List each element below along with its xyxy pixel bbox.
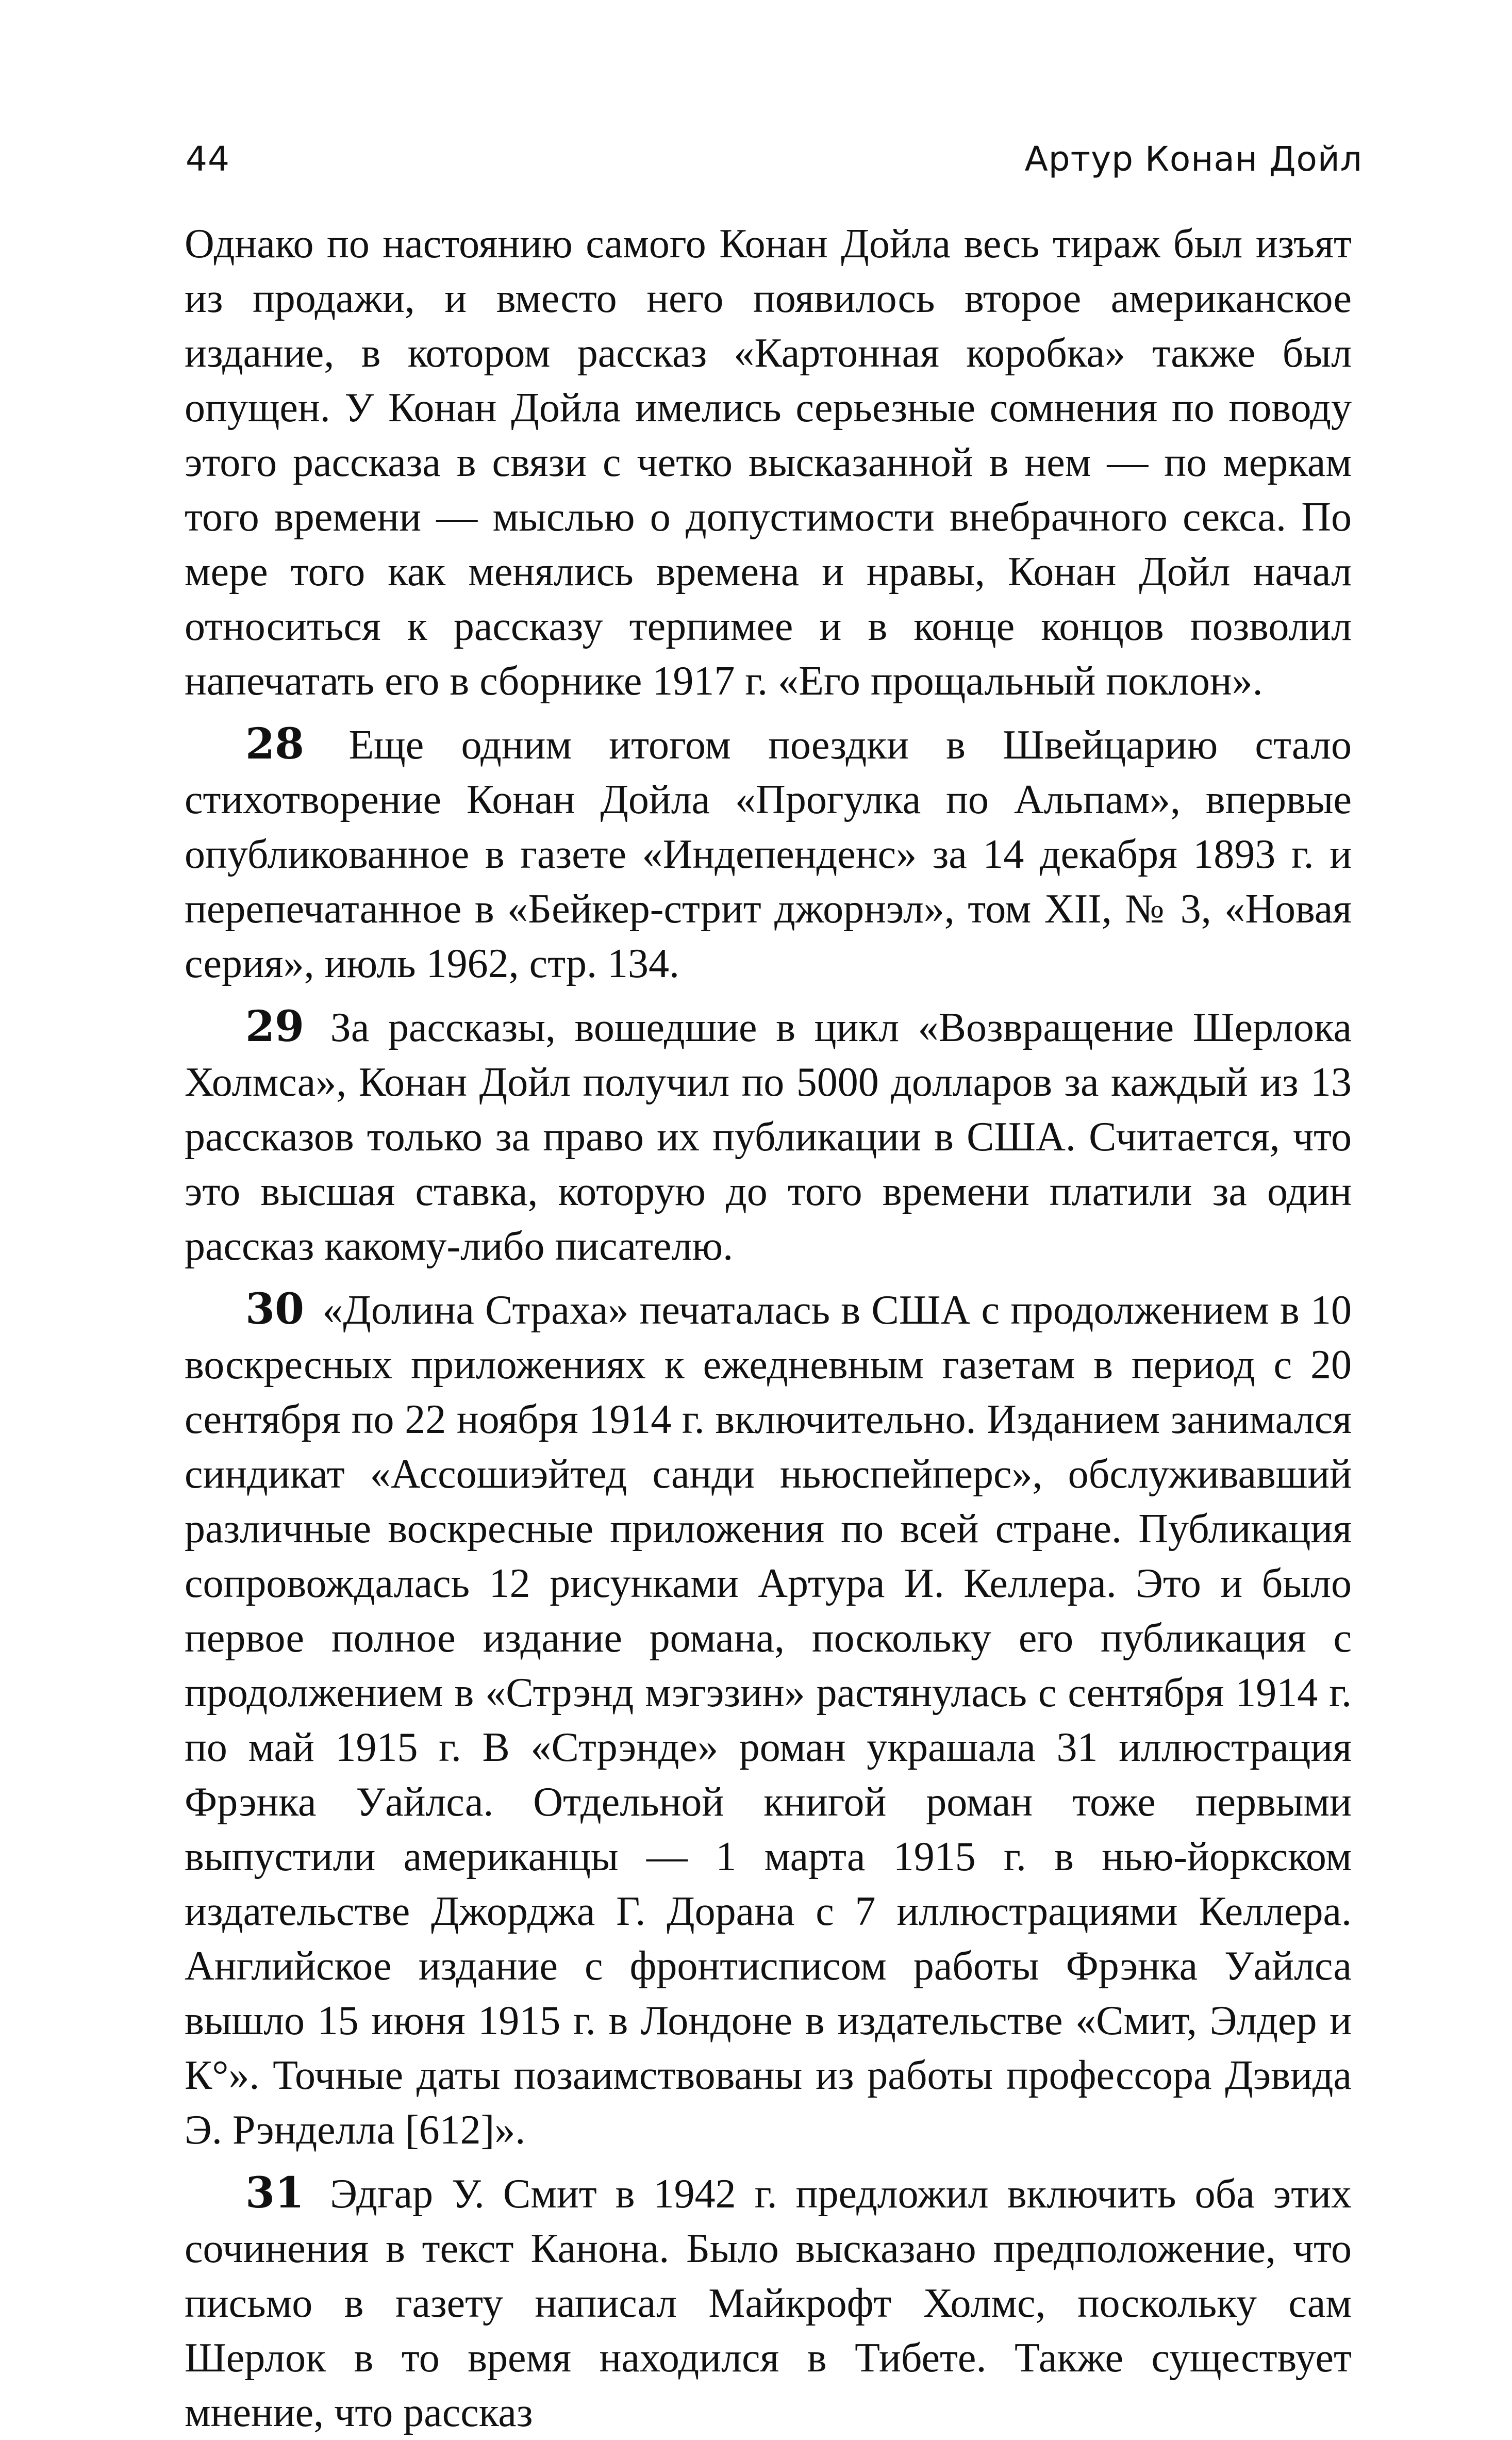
note-text: «Долина Страха» печаталась в США с продолжением в 10 воскресных приложениях к ежедневным газетам в период с 20 сентября по 22 ноября 1914 г. включительно. Изданием занимался синдикат «Ассошиэйтед санди ньюспейперс», обслуживавший различные воскресные приложения по всей стране. Публикация сопровождалась 12 рисунками Артура И. Келлера. Это и было первое полное издание романа, поскольку его публикация с продолжением в «Стрэнд мэгэзин» растянулась с сентября 1914 г. по май 1915 г. В «Стрэнде» роман украшала 31 иллюстрация Фрэнка Уайлса. Отдельной книгой роман тоже первыми выпустили американцы — 1 марта 1915 г. в нью-йоркском издательстве Джорджа Г. Дорана с 7 иллюстрациями Келлера. Английское издание с фронтисписом работы Фрэнка Уайлса вышло 15 июня 1915 г. в Лондоне в издательстве «Смит, Элдер и К°». Точные даты позаимствованы из работы профессора Дэвида Э. Рэнделла [612]». (185, 1288, 1352, 2153)
note-number: 29 (245, 1002, 305, 1051)
note-number: 31 (245, 2168, 305, 2218)
note-28 (185, 717, 1352, 991)
page-number: 44 (186, 139, 230, 179)
page-body (185, 217, 1352, 2440)
note-text: Эдгар У. Смит в 1942 г. предложил включить оба этих сочинения в текст Канона. Было высказано предположение, что письмо в газету написал Майкрофт Холмс, поскольку сам Шерлок в то время находился в Тибете. Также существует мнение, что рассказ (185, 2171, 1352, 2435)
note-number: 30 (245, 1284, 305, 1334)
note-30 (185, 1282, 1352, 2157)
note-text: Еще одним итогом поездки в Швейцарию стало стихотворение Конан Дойла «Прогулка по Альпам», впервые опубликованное в газете «Индепенденс» за 14 декабря 1893 г. и перепечатанное в «Бейкер-стрит джорнэл», том XII, № 3, «Новая серия», июль 1962, стр. 134. (185, 722, 1352, 986)
running-title: Артур Конан Дойл (1024, 139, 1363, 179)
note-number: 28 (245, 719, 305, 769)
note-29 (185, 999, 1352, 1274)
page-header (186, 139, 1363, 191)
note-31 (185, 2166, 1352, 2440)
continuation-paragraph: Однако по настоянию самого Конан Дойла весь тираж был изъят из продажи, и вместо него появилось второе американское издание, в котором рассказ «Картонная коробка» также был опущен. У Конан Дойла имелись серьезные сомнения по поводу этого рассказа в связи с четко высказанной в нем — по меркам того времени — мыслью о допустимости внебрачного секса. По мере того как менялись времена и нравы, Конан Дойл начал относиться к рассказу терпимее и в конце концов позволил напечатать его в сборнике 1917 г. «Его прощальный поклон». (185, 221, 1352, 704)
note-text: За рассказы, вошедшие в цикл «Возвращение Шерлока Холмса», Конан Дойл получил по 5000 долларов за каждый из 13 рассказов только за право их публикации в США. Считается, что это высшая ставка, которую до того времени платили за один рассказ какому-либо писателю. (185, 1005, 1352, 1269)
